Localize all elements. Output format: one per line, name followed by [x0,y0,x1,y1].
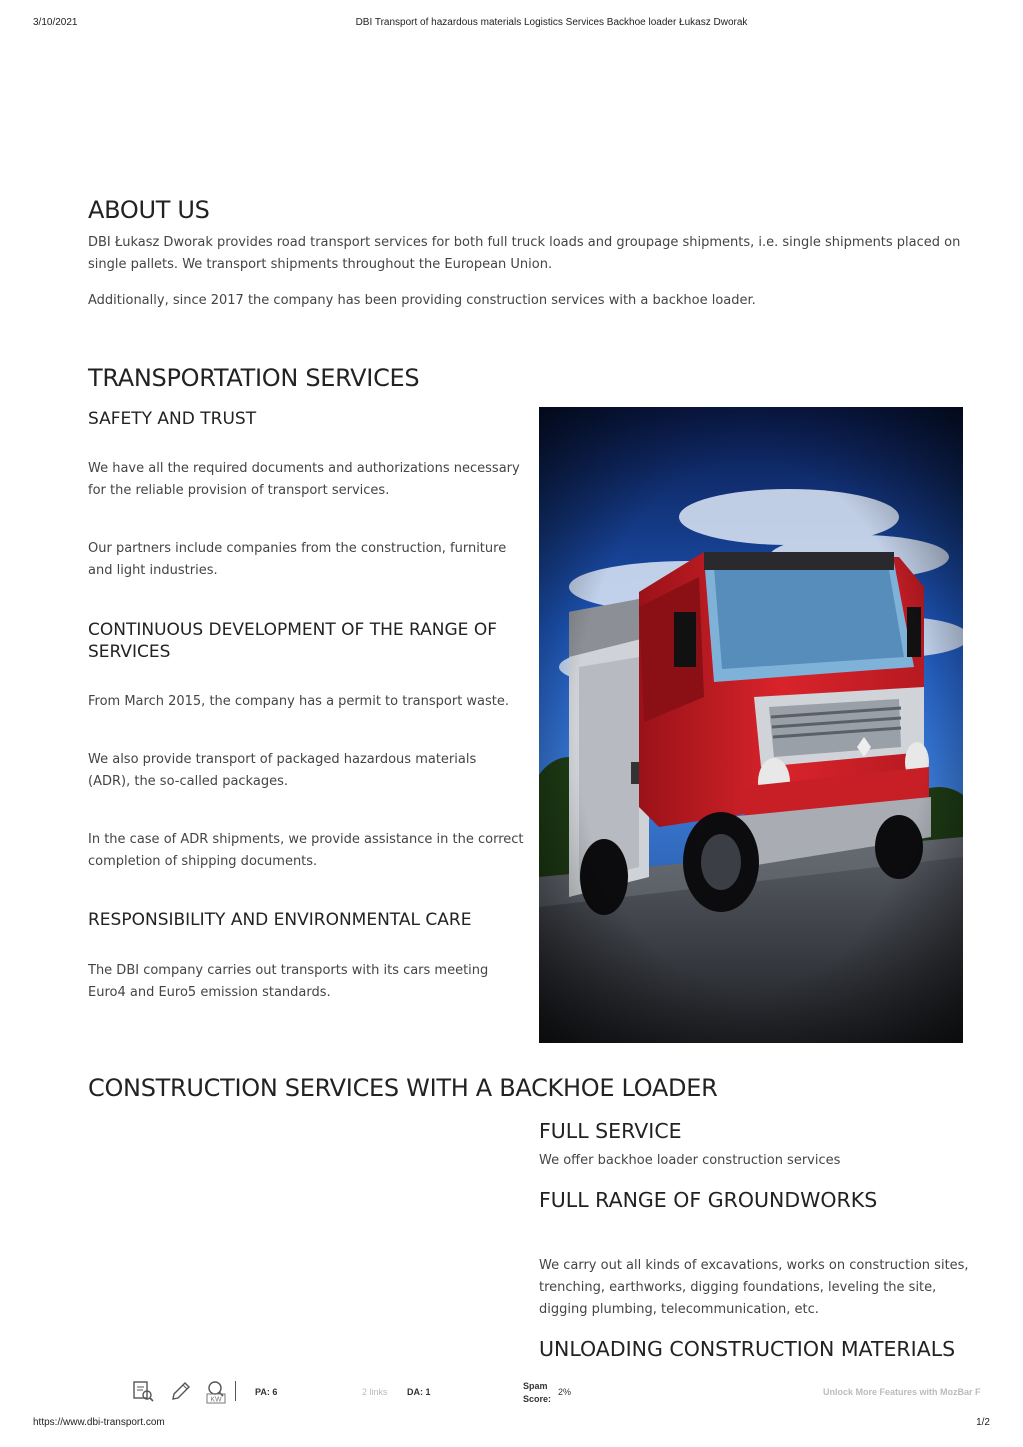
page-authority: PA: 6 [255,1387,278,1397]
safety-heading: SAFETY AND TRUST [88,409,257,429]
construction-heading: CONSTRUCTION SERVICES WITH A BACKHOE LOADER [88,1074,718,1102]
full-service-heading: FULL SERVICE [539,1119,682,1143]
development-paragraph-3-line-1: In the case of ADR shipments, we provide assistance in the correct [88,832,524,847]
keyword-highlight-icon[interactable] [206,1380,228,1402]
domain-authority: DA: 1 [407,1387,431,1397]
environment-paragraph-line-1: The DBI company carries out transports with its cars meeting [88,963,489,978]
transportation-heading: TRANSPORTATION SERVICES [88,364,420,392]
development-paragraph-1: From March 2015, the company has a permit to transport waste. [88,694,510,709]
unloading-heading: UNLOADING CONSTRUCTION MATERIALS [539,1337,956,1361]
about-paragraph-1-line-2: single pallets. We transport shipments throughout the European Union. [88,257,553,272]
development-paragraph-2-line-1: We also provide transport of packaged hazardous materials [88,752,477,767]
environment-paragraph-line-2: Euro4 and Euro5 emission standards. [88,985,331,1000]
development-paragraph-3-line-2: completion of shipping documents. [88,854,318,869]
pencil-icon[interactable] [170,1380,192,1402]
print-page-number: 1/2 [976,1417,990,1428]
development-paragraph-2-line-2: (ADR), the so-called packages. [88,774,288,789]
print-date: 3/10/2021 [33,17,78,28]
links-count[interactable]: 2 links [362,1387,388,1397]
safety-paragraph-1-line-2: for the reliable provision of transport services. [88,483,390,498]
unlock-features-link[interactable]: Unlock More Features with MozBar F [823,1387,981,1397]
kw-label: KW [210,1396,222,1404]
safety-paragraph-1-line-1: We have all the required documents and authorizations necessary [88,461,520,476]
spam-score-label-line-2: Score: [523,1394,552,1404]
about-heading: ABOUT US [88,196,210,224]
print-url: https://www.dbi-transport.com [33,1417,165,1428]
groundworks-heading: FULL RANGE OF GROUNDWORKS [539,1188,878,1212]
spam-score-label-line-1: Spam [523,1381,548,1391]
groundworks-paragraph-line-3: digging plumbing, telecommunication, etc. [539,1302,819,1317]
spam-score-value: 2% [558,1387,572,1397]
print-page-title: DBI Transport of hazardous materials Logistics Services Backhoe loader Łukasz Dworak [355,17,748,28]
safety-paragraph-2-line-2: and light industries. [88,563,218,578]
truck-photo [539,407,963,1043]
about-paragraph-1-line-1: DBI Łukasz Dworak provides road transport services for both full truck loads and groupage shipments, i.e. single shipments placed on [88,235,961,250]
groundworks-paragraph-line-1: We carry out all kinds of excavations, works on construction sites, [539,1258,969,1273]
safety-paragraph-2-line-1: Our partners include companies from the construction, furniture [88,541,507,556]
groundworks-paragraph-line-2: trenching, earthworks, digging foundations, leveling the site, [539,1280,937,1295]
mozbar-separator [235,1381,236,1401]
environment-heading: RESPONSIBILITY AND ENVIRONMENTAL CARE [88,910,472,930]
development-heading-line-2: SERVICES [88,642,171,662]
mozbar [120,1378,990,1408]
development-heading-line-1: CONTINUOUS DEVELOPMENT OF THE RANGE OF [88,620,497,640]
full-service-paragraph: We offer backhoe loader construction services [539,1153,841,1168]
page-analysis-icon[interactable] [132,1380,154,1402]
about-paragraph-2: Additionally, since 2017 the company has been providing construction services with a backhoe loader. [88,293,756,308]
